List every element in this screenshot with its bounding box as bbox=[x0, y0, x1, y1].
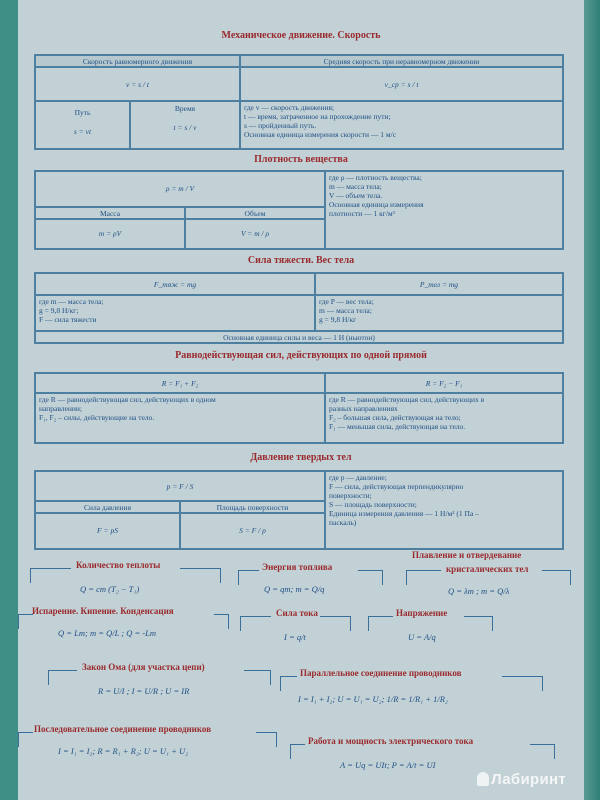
resultant-right-notes bbox=[325, 393, 563, 443]
resultant-left-notes bbox=[35, 393, 325, 443]
density-note: m — масса тела; bbox=[329, 182, 382, 191]
box-title: Энергия топлива bbox=[262, 562, 333, 572]
pressure-formula: p = F / S bbox=[35, 471, 325, 501]
section-title-mechanics: Механическое движение. Скорость bbox=[221, 30, 381, 41]
gravity-note: где P — вес тела; bbox=[319, 297, 374, 306]
mech-time-formula: t = s / v bbox=[173, 123, 197, 132]
box-formula: Q = λm ; m = Q/λ bbox=[448, 586, 510, 596]
box-title: Напряжение bbox=[396, 608, 448, 618]
mech-path-cell bbox=[35, 101, 130, 149]
mech-path-label: Путь bbox=[74, 108, 91, 117]
box-evaporation bbox=[18, 604, 232, 654]
labirint-logo-icon bbox=[477, 772, 489, 786]
mech-note: Основная единица измерения скорости — 1 м/с bbox=[244, 130, 397, 139]
box-heat-quantity bbox=[30, 558, 230, 608]
pressure-table bbox=[34, 470, 564, 550]
gravity-note: где m — масса тела; bbox=[39, 297, 104, 306]
mech-path-formula: s = vt bbox=[73, 127, 92, 136]
box-title: Работа и мощность электрического тока bbox=[308, 736, 474, 746]
box-ohms-law bbox=[48, 660, 278, 712]
density-note: Основная единица измерения bbox=[329, 200, 424, 209]
resultant-note: направлении; bbox=[39, 404, 82, 413]
section-title-gravity: Сила тяжести. Вес тела bbox=[247, 255, 355, 266]
gravity-left-notes bbox=[35, 295, 315, 331]
box-fuel-energy bbox=[238, 560, 388, 610]
pressure-note: S — площадь поверхности; bbox=[329, 500, 417, 509]
pressure-force-formula: F = pS bbox=[35, 513, 180, 549]
mech-note: где v — скорость движения; bbox=[244, 103, 334, 112]
density-note: плотности — 1 кг/м³ bbox=[329, 209, 395, 218]
cover-edge bbox=[584, 0, 600, 800]
box-formula: I = I₁ + I₂; U = U₁ = U₂; 1/R = 1/R₁ + 1/R₂ bbox=[298, 694, 448, 704]
watermark-text: Лабиринт bbox=[491, 771, 566, 788]
section-title-density: Плотность вещества bbox=[254, 154, 348, 165]
gravity-note: g = 9,8 Н/кг; bbox=[39, 306, 79, 315]
resultant-table bbox=[34, 372, 564, 444]
box-formula: U = A/q bbox=[408, 632, 436, 642]
box-title-line2: кристалических тел bbox=[446, 564, 529, 574]
resultant-note: F₂ – большая сила, действующая на тело; bbox=[329, 413, 461, 422]
box-title: Испарение. Кипение. Конденсация bbox=[32, 606, 174, 616]
box-title: Сила тока bbox=[276, 608, 318, 618]
gravity-formula-f: F_тяж = mg bbox=[35, 273, 315, 295]
pressure-notes bbox=[325, 471, 563, 549]
pressure-area-formula: S = F / p bbox=[180, 513, 325, 549]
resultant-note: разных направлениях bbox=[329, 404, 398, 413]
box-title: Закон Ома (для участка цепи) bbox=[82, 662, 205, 672]
gravity-table bbox=[34, 272, 564, 344]
gravity-unit: Основная единица силы и веса — 1 Н (ньютон) bbox=[35, 331, 563, 343]
resultant-note: где R — равнодействующая сил, действующих в одном bbox=[39, 395, 216, 404]
mech-time-label: Время bbox=[174, 104, 196, 113]
pressure-note: F — сила, действующая перпендикулярно bbox=[329, 482, 464, 491]
pressure-note: паскаль) bbox=[329, 518, 357, 527]
box-voltage bbox=[368, 606, 498, 656]
box-series bbox=[18, 722, 280, 772]
mech-time-cell bbox=[130, 101, 240, 149]
mech-note: s — пройденный путь. bbox=[244, 121, 317, 130]
mech-col2-header: Средняя скорость при неравномерном движении bbox=[240, 55, 563, 67]
box-formula: A = Uq = UIt; P = A/t = UI bbox=[340, 760, 436, 770]
section-title-resultant: Равнодействующая сил, действующих по одной прямой bbox=[175, 350, 427, 361]
mech-note: t — время, затраченное на прохождение пути; bbox=[244, 112, 391, 121]
gravity-formula-p: P_тел = mg bbox=[315, 273, 563, 295]
box-title: Плавление и отвердевание bbox=[412, 550, 522, 560]
gravity-note: F — сила тяжести bbox=[39, 315, 97, 324]
box-formula: Q = cm (T₂ − T₁) bbox=[80, 584, 140, 594]
box-title: Параллельное соединение проводников bbox=[300, 668, 462, 678]
pressure-force-label: Сила давления bbox=[35, 501, 180, 513]
pressure-note: где p — давление; bbox=[329, 473, 387, 482]
box-title: Количество теплоты bbox=[76, 560, 161, 570]
density-table bbox=[34, 170, 564, 250]
resultant-formula-diff: R = F₂ − F₁ bbox=[325, 373, 563, 393]
box-title: Последовательное соединение проводников bbox=[34, 724, 212, 734]
section-title-pressure: Давление твердых тел bbox=[250, 452, 352, 463]
mechanics-table bbox=[34, 54, 564, 150]
density-mass-label: Масса bbox=[35, 207, 185, 219]
density-mass-formula: m = ρV bbox=[35, 219, 185, 249]
pressure-note: поверхности; bbox=[329, 491, 372, 500]
box-formula: Q = Lm; m = Q/L ; Q = -Lm bbox=[58, 628, 157, 638]
density-note: V — объем тела. bbox=[329, 191, 383, 200]
book-page bbox=[18, 0, 584, 800]
box-formula: Q = qm; m = Q/q bbox=[264, 584, 325, 594]
density-note: где ρ — плотность вещества; bbox=[329, 173, 422, 182]
density-volume-formula: V = m / ρ bbox=[185, 219, 325, 249]
resultant-note: F₁ — меньшая сила, действующая на тело. bbox=[329, 422, 466, 431]
gravity-note: m — масса тела; bbox=[319, 306, 372, 315]
box-current bbox=[240, 606, 360, 656]
mech-col1-header: Скорость равномерного движения bbox=[35, 55, 240, 67]
box-formula: I = q/t bbox=[284, 632, 306, 642]
resultant-note: где R — равнодействующая сил, действующих в bbox=[329, 395, 485, 404]
density-notes bbox=[325, 171, 563, 249]
mech-formula-v: v = s / t bbox=[35, 67, 240, 101]
mech-notes bbox=[240, 101, 563, 149]
resultant-formula-sum: R = F₁ + F₂ bbox=[35, 373, 325, 393]
box-parallel bbox=[280, 666, 552, 722]
box-formula: R = U/I ; I = U/R ; U = IR bbox=[98, 686, 190, 696]
gravity-note: g = 9,8 Н/кг bbox=[319, 315, 357, 324]
resultant-note: F₁, F₂ – силы, действующие на тело. bbox=[39, 413, 155, 422]
mech-formula-vavg: v_ср = s / t bbox=[240, 67, 563, 101]
box-formula: I = I₁ = I₂; R = R₁ + R₂; U = U₁ + U₂ bbox=[58, 746, 189, 756]
watermark-logo bbox=[477, 771, 566, 788]
box-melting bbox=[402, 548, 578, 610]
density-volume-label: Объем bbox=[185, 207, 325, 219]
gravity-right-notes bbox=[315, 295, 563, 331]
density-formula: ρ = m / V bbox=[35, 171, 325, 207]
pressure-area-label: Площадь поверхности bbox=[180, 501, 325, 513]
pressure-note: Единица измерения давления — 1 Н/м² (1 Па – bbox=[329, 509, 479, 518]
